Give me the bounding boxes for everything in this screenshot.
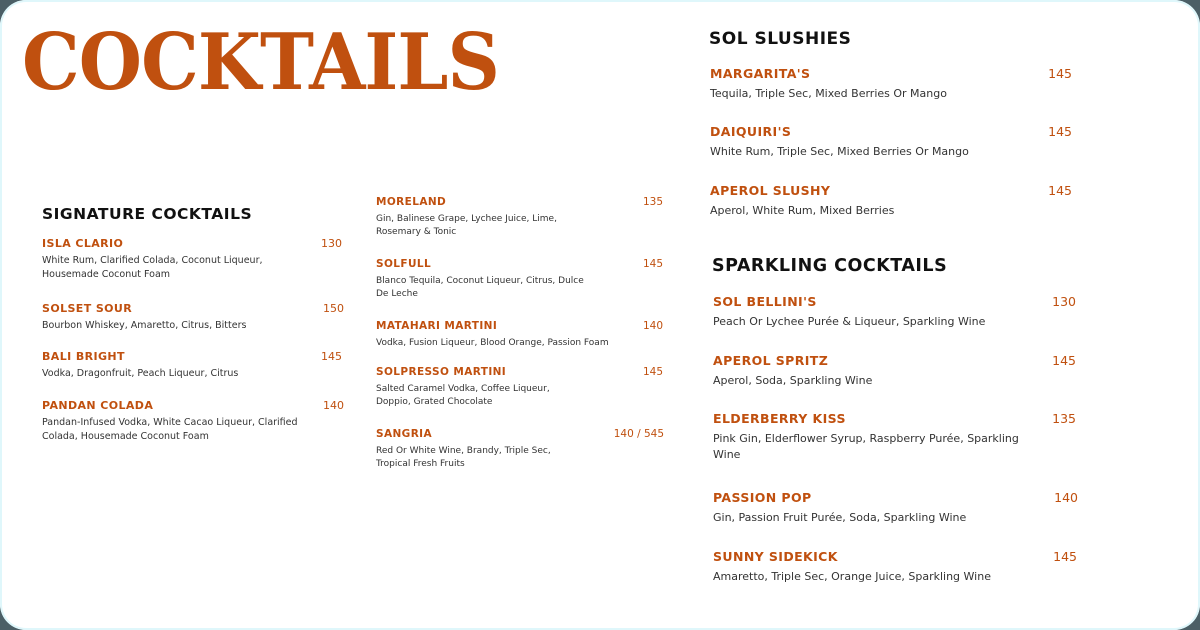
menu-item — [376, 259, 663, 301]
menu-item — [710, 68, 1072, 102]
item-description: Vodka, Dragonfruit, Peach Liqueur, Citrus — [42, 368, 239, 379]
item-name: ELDERBERRY KISS — [713, 411, 846, 426]
item-description: Pink Gin, Elderflower Syrup, Raspberry Purée, Sparkling Wine — [713, 431, 1019, 461]
item-price: 145 — [1052, 353, 1076, 368]
page-title: COCKTAILS — [22, 17, 499, 108]
item-name: SOL BELLINI'S — [713, 294, 817, 309]
item-description: Gin, Balinese Grape, Lychee Juice, Lime, Rosemary & Tonic — [376, 213, 557, 237]
section-heading-signature: SIGNATURE COCKTAILS — [42, 205, 253, 223]
section-heading-sparkling: SPARKLING COCKTAILS — [712, 256, 948, 276]
item-price: 145 — [1048, 183, 1072, 198]
item-description: Bourbon Whiskey, Amaretto, Citrus, Bitters — [42, 320, 247, 331]
item-name: SOLFULL — [376, 258, 432, 270]
menu-item — [713, 551, 1077, 585]
item-price: 135 — [642, 196, 663, 208]
menu-item — [42, 400, 344, 443]
item-description: Gin, Passion Fruit Purée, Soda, Sparkling Wine — [713, 510, 967, 524]
item-price: 145 — [1053, 549, 1077, 564]
item-name: MATAHARI MARTINI — [376, 320, 498, 332]
item-name: PASSION POP — [713, 490, 812, 505]
item-price: 145 — [642, 258, 663, 270]
item-price: 135 — [1052, 411, 1076, 426]
menu-item — [42, 351, 342, 381]
item-description: Amaretto, Triple Sec, Orange Juice, Sparkling Wine — [713, 569, 991, 583]
item-name: SOLPRESSO MARTINI — [376, 366, 507, 378]
item-name: MARGARITA'S — [710, 66, 811, 81]
menu-item — [713, 355, 1076, 389]
item-price: 140 — [642, 320, 663, 332]
item-price: 130 — [1052, 294, 1076, 309]
item-name: DAIQUIRI'S — [710, 124, 792, 139]
item-name: BALI BRIGHT — [42, 350, 125, 363]
item-price: 145 — [321, 350, 342, 363]
menu-item — [42, 238, 342, 281]
menu-item — [710, 126, 1072, 160]
item-name: SANGRIA — [376, 428, 433, 440]
item-name: MORELAND — [376, 196, 447, 208]
item-description: Tequila, Triple Sec, Mixed Berries Or Mango — [710, 86, 947, 100]
section-heading-slushies: SOL SLUSHIES — [709, 29, 852, 49]
item-price: 140 — [323, 399, 344, 412]
menu-item — [713, 296, 1076, 330]
item-name: PANDAN COLADA — [42, 399, 154, 412]
item-description: Vodka, Fusion Liqueur, Blood Orange, Passion Foam — [376, 337, 609, 348]
item-price: 140 / 545 — [613, 428, 664, 440]
item-name: APEROL SPRITZ — [713, 353, 829, 368]
menu-item — [376, 321, 663, 350]
item-description: Aperol, White Rum, Mixed Berries — [710, 203, 895, 217]
item-description: Aperol, Soda, Sparkling Wine — [713, 373, 873, 387]
item-price: 145 — [1048, 66, 1072, 81]
item-description: Blanco Tequila, Coconut Liqueur, Citrus, Dulce De Leche — [376, 275, 584, 299]
item-price: 145 — [642, 366, 663, 378]
item-price: 130 — [321, 237, 342, 250]
item-description: White Rum, Triple Sec, Mixed Berries Or Mango — [710, 144, 969, 158]
menu-item — [710, 185, 1072, 219]
menu-item — [376, 367, 663, 409]
menu-item — [42, 303, 344, 333]
menu-item — [713, 492, 1078, 526]
item-name: SUNNY SIDEKICK — [713, 549, 838, 564]
menu-item — [376, 197, 663, 239]
item-name: ISLA CLARIO — [42, 237, 124, 250]
item-price: 145 — [1048, 124, 1072, 139]
item-description: Peach Or Lychee Purée & Liqueur, Sparkling Wine — [713, 314, 986, 328]
item-description: Pandan-Infused Vodka, White Cacao Liqueur, Clarified Colada, Housemade Coconut Foam — [42, 417, 298, 442]
menu-item — [376, 429, 664, 471]
item-price: 140 — [1054, 490, 1078, 505]
item-price: 150 — [323, 302, 344, 315]
item-description: Red Or White Wine, Brandy, Triple Sec, Tropical Fresh Fruits — [376, 445, 551, 469]
menu-item — [713, 413, 1076, 463]
item-name: SOLSET SOUR — [42, 302, 133, 315]
item-description: Salted Caramel Vodka, Coffee Liqueur, Doppio, Grated Chocolate — [376, 383, 550, 407]
item-description: White Rum, Clarified Colada, Coconut Liqueur, Housemade Coconut Foam — [42, 255, 263, 280]
item-name: APEROL SLUSHY — [710, 183, 831, 198]
